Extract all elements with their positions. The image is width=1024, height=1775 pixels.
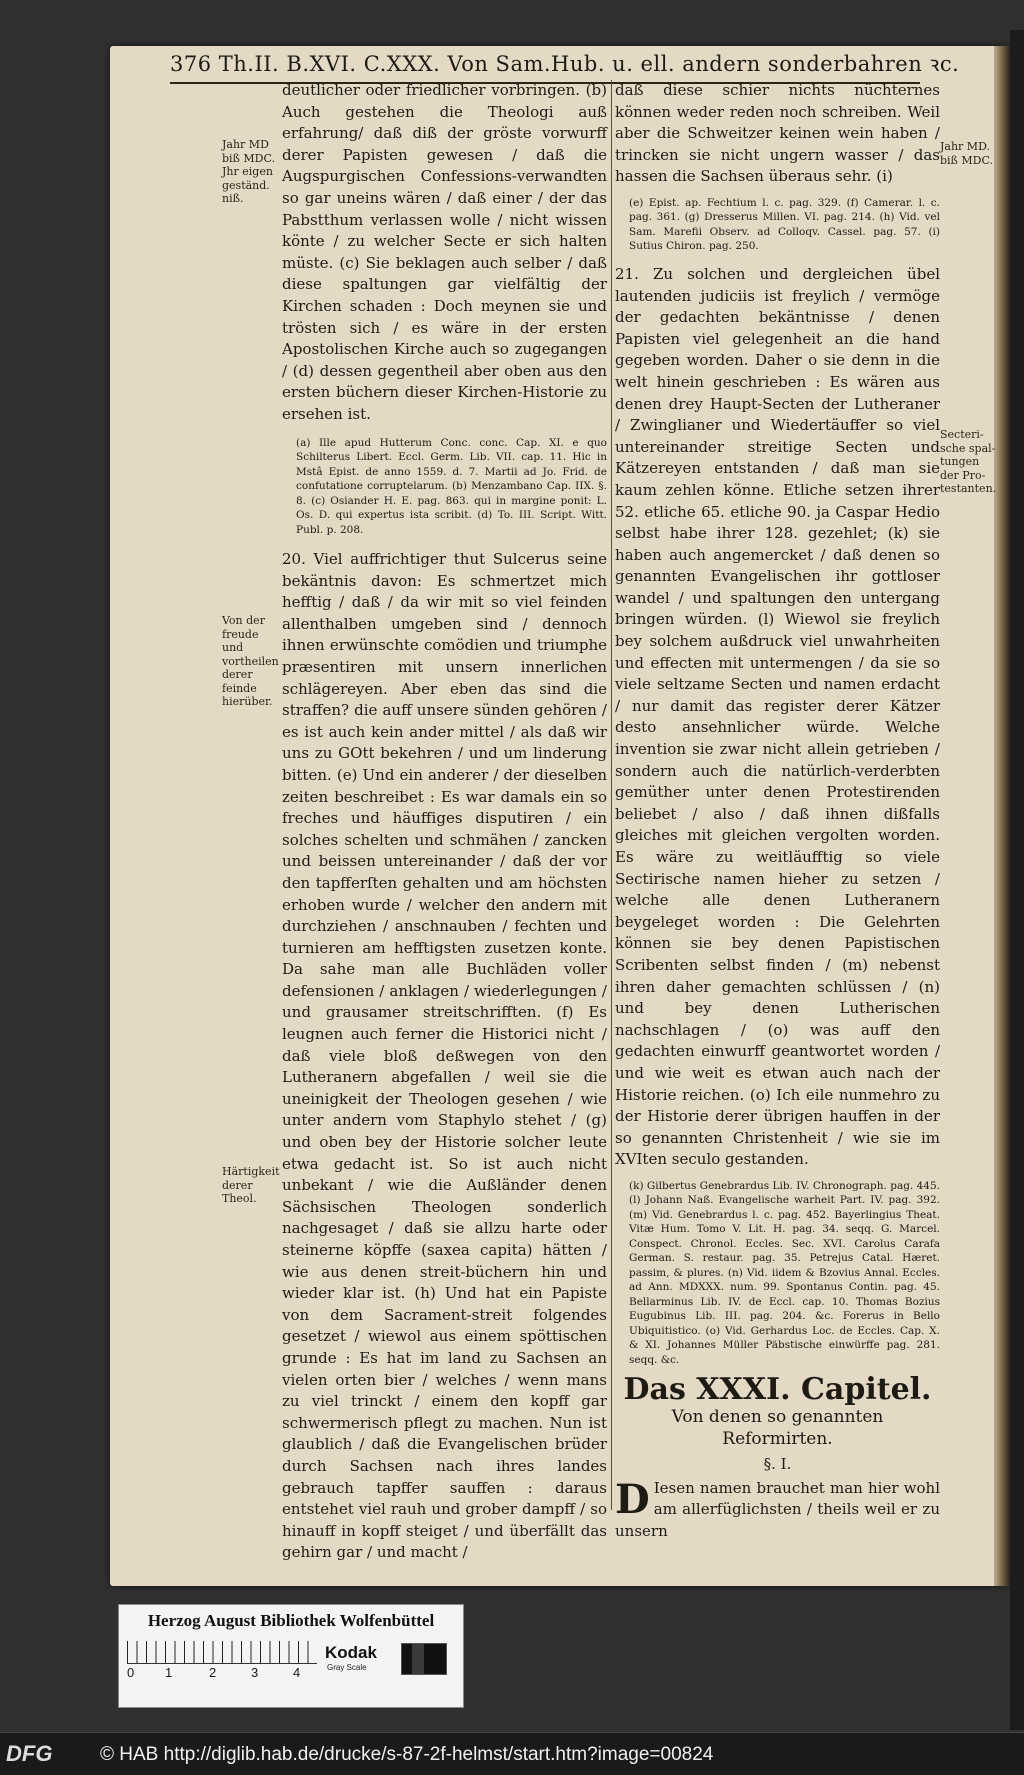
drop-cap: D <box>615 1475 650 1523</box>
book-spine <box>994 46 1010 1586</box>
ruler-ticks <box>127 1641 317 1664</box>
kodak-logo: Kodak <box>325 1643 377 1662</box>
ruler-scale <box>127 1641 327 1680</box>
ruler-number: 3 <box>251 1665 259 1680</box>
footnote: (k) Gilbertus Genebrardus Lib. IV. Chronograph. pag. 445. (l) Johann Naß. Evangelische warheit Part. IV. pag. 392. (m) Vid. Genebrardus l. c. pag. 452. Bayerlingius Theat. Vitæ Hum. Tomo V. Lit. H. pag. 34. seqq. G. Marcel. Conspect. Chronol. Eccles. Sec. XVI. Carolus Carafa German. S. restaur. pag. 35. Petrejus Catal. Hæret. passim, & plures. (n) Vid. iidem & Bzovius Annal. Eccles. ad Ann. MDXXX. num. 99. Spontanus Contin. pag. 45. Bellarminus Lib. IV. de Eccl. cap. 10. Thomas Bozius Eugubinus Lib. III. pag. 204. &c. Forerus in Bello Ubiquitistico. (o) Vid. Gerhardus Loc. de Eccles. Cap. X. & XI. Johannes Müller Päbstische einwürffe pag. 281. seqq. &c. <box>629 1179 940 1366</box>
left-text-column <box>282 80 607 1564</box>
chapter-subtitle: Von denen so genannten Reformirten. <box>671 1407 884 1449</box>
source-url[interactable]: © HAB http://diglib.hab.de/drucke/s-87-2f-helmst/start.htm?image=00824 <box>100 1744 714 1765</box>
ruler-number: 1 <box>165 1665 173 1680</box>
chapter-title: Das XXXI. Capitel. <box>623 1372 932 1408</box>
paragraph: daß diese schier nichts nüchternes können weder reden noch schreiben. Weil aber die Schweitzer keinen wein haben / trincken sie nicht ungern wasser / das hassen die Sachsen überaus sehr. (i) <box>615 81 940 186</box>
ruler-number: 2 <box>209 1665 217 1680</box>
margin-note-left-1: Jahr MD biß MDC. Jhr eigen geständ. niß. <box>222 138 276 205</box>
gray-scale-caption: Gray Scale <box>327 1663 367 1672</box>
paragraph: deutlicher oder friedlicher vorbringen. (b) Auch gestehen die Theologi auß erfahrung/ daß diß der gröste vorwurff derer Papisten gewesen / daß die Augspurgischen Confessions-verwandten so gar uneins wären / daß einer / der das Pabstthum verlassen wolle / nicht wissen könte / zu welcher Secte er sich halten müste. (c) Sie beklagen auch selber / daß diese spaltungen gar vielfältig der Kirchen schaden : Doch meynen sie und trösten sich / es wäre in der ersten Apostolischen Kirche auch so zugegangen / (d) dessen gegentheil aber oben aus den ersten büchern dieser Kirchen-Historie zu ersehen ist. <box>282 81 607 423</box>
margin-note-left-3: Härtigkeit derer Theol. <box>222 1165 280 1205</box>
gray-swatch <box>401 1643 447 1675</box>
paragraph: 20. Viel auffrichtiger thut Sulcerus seine bekäntnis davon: Es schmertzet mich hefftig / daß / da wir mit so viel feinden allenthalben umgeben sind / dennoch ihnen erwünschte comödien und triumphe præsentiren mit unsern innerlichen schlägereyen. Aber eben das sind die straffen? die auff unsere sünden gehören / es ist auch kein ander mittel / als daß wir uns zu GOtt bekehren / und um linderung bitten. (e) Und ein anderer / der dieselben zeiten beschreibet : Es war damals ein so freches und häuffiges disputiren / ein solches schelten und schmähen / zancken und beissen untereinander / daß der vor den tapfferſten gehalten und am höchsten erhoben wurde / welcher den andern mit durchziehen / anschnauben / fechten und turnieren am hefftigsten zusetzen konte. Da sahe man alle Buchläden voller defensionen / anklagen / wiederlegungen / und grausamer streitschrifften. (f) Es leugnen auch ferner die Historici nicht / daß viele bloß deßwegen von den Lutheranern abgefallen / weil sie die uneinigkeit der Theologen gesehen / wie unter andern vom Staphylo stehet / (g) und oben bey der Historie solcher leute etwa gedacht ist. So ist auch nicht unbekant / wie die Außländer denen Sächsischen Theologen sonderlich nachgesaget / daß sie allzu harte oder steinerne köpffe (saxea capita) hätten / wie aus denen streit-büchern hin und wieder klar ist. (h) Und hat ein Papiste von dem Sacrament-streit folgendes gesetzet / wiewol aus einem spöttischen grunde : Es hat im land zu Sachsen an vielen orten bier / welches / wenn mans zu viel trinckt / einem den kopff gar schwermerisch pflegt zu machen. Nun ist glaublich / daß die Evangelischen brüder durch Sachsen nach ihres landes gebrauch tapffer sauffen : daraus entstehet viel rauh und grober dampff / so hinauff in kopff steiget / und überfällt das gehirn gar / und macht / <box>282 550 607 1562</box>
column-divider <box>611 80 612 1510</box>
scrollbar-track[interactable] <box>1010 30 1024 1730</box>
section-number: §. I. <box>763 1455 792 1474</box>
ruler-number: 4 <box>293 1665 301 1680</box>
footer-bar <box>0 1732 1024 1775</box>
running-head: 376 Th.II. B.XVI. C.XXX. Von Sam.Hub. u. ell. andern sonderbahren ꝛc. <box>170 50 920 84</box>
library-label <box>118 1604 464 1708</box>
ruler-number: 0 <box>127 1665 135 1680</box>
margin-note-right-1: Jahr MD. biß MDC. <box>940 140 994 167</box>
paragraph-opening <box>615 1475 940 1543</box>
footnote: (e) Epist. ap. Fechtium l. c. pag. 329. (f) Camerar. l. c. pag. 361. (g) Dresserus Millen. VI. pag. 214. (h) Vid. vel Sam. Marefii Observ. ad Colloqv. Cassel. pag. 57. (i) Sutius Chiron. pag. 250. <box>629 196 940 253</box>
paragraph-text: Iesen namen brauchet man hier wohl am allerfüglichsten / theils weil er zu unsern <box>615 1478 940 1540</box>
library-name: Herzog August Bibliothek Wolfenbüttel <box>147 1611 435 1630</box>
right-text-column <box>615 80 940 1543</box>
footnote: (a) Ille apud Hutterum Conc. conc. Cap. XI. e quo Schilterus Libert. Eccl. Germ. Lib. VII. cap. 11. Hic in Mstâ Epist. de anno 1559. d. 7. Martii ad Jo. Frid. de confutatione corruptelarum. (b) Menzambano Cap. IIX. §. 8. (c) Osiander H. E. pag. 863. qui in margine ponit: L. Os. D. qui expertus ista scribit. (d) To. III. Script. Witt. Publ. p. 208. <box>296 436 607 536</box>
margin-note-left-2: Von der freude und vortheilen derer feinde hierüber. <box>222 614 279 708</box>
dfg-logo[interactable]: DFG <box>6 1741 53 1766</box>
margin-note-right-2: Secteri- sche spal- tungen der Pro- testanten. <box>940 428 997 495</box>
paragraph: 21. Zu solchen und dergleichen übel lautenden judiciis ist freylich / vermöge der gedachten bekäntnisse / denen Papisten viel gelegenheit an die hand gegeben worden. Daher o sie denn in die welt hinein geschrieben : Es wären aus denen drey Haupt-Secten der Lutheraner / Zwinglianer und Wiedertäuffer so viel untereinander streitige Secten und Kätzereyen entstanden / daß man sie kaum zehlen könne. Etliche setzen ihrer 52. etliche 65. etliche 90. ja Caspar Hedio selbst habe ihrer 128. gezehlet; (k) sie haben auch angemercket / daß denen so genannten Evangelischen ihr gottloser wandel / und spaltungen den untergang bringen würden. (l) Wiewol sie freylich bey solchem außdruck viel unwahrheiten und effecten mit untermengen / da sie so viele seltzame Secten und namen erdacht / nur damit das register derer Kätzer desto ansehnlicher würde. Welche invention sie zwar nicht allein getrieben / sondern auch die natürlich-verderbten gemüther unter denen Protestirenden beliebet / also / daß ihnen dißfalls gleiches mit gleichen vergolten worden. Es wäre zu weitläufftig so viele Sectirische namen hieher zu setzen / welche alle denen Lutheranern beygeleget worden : Die Gelehrten können sie bey denen Papistischen Scribenten selbst finden / (m) nebenst ihren daher gemachten schlüssen / (n) und bey denen Lutherischen nachschlagen / (o) was auff den gedachten einwurff geantwortet worden / und wie weit es etwan auch nach der Historie reichen. (o) Ich eile nunmehro zu der Historie derer übrigen hauffen in der so genannten Christenheit / wie sie im XVIten seculo gestanden. <box>615 264 940 1169</box>
